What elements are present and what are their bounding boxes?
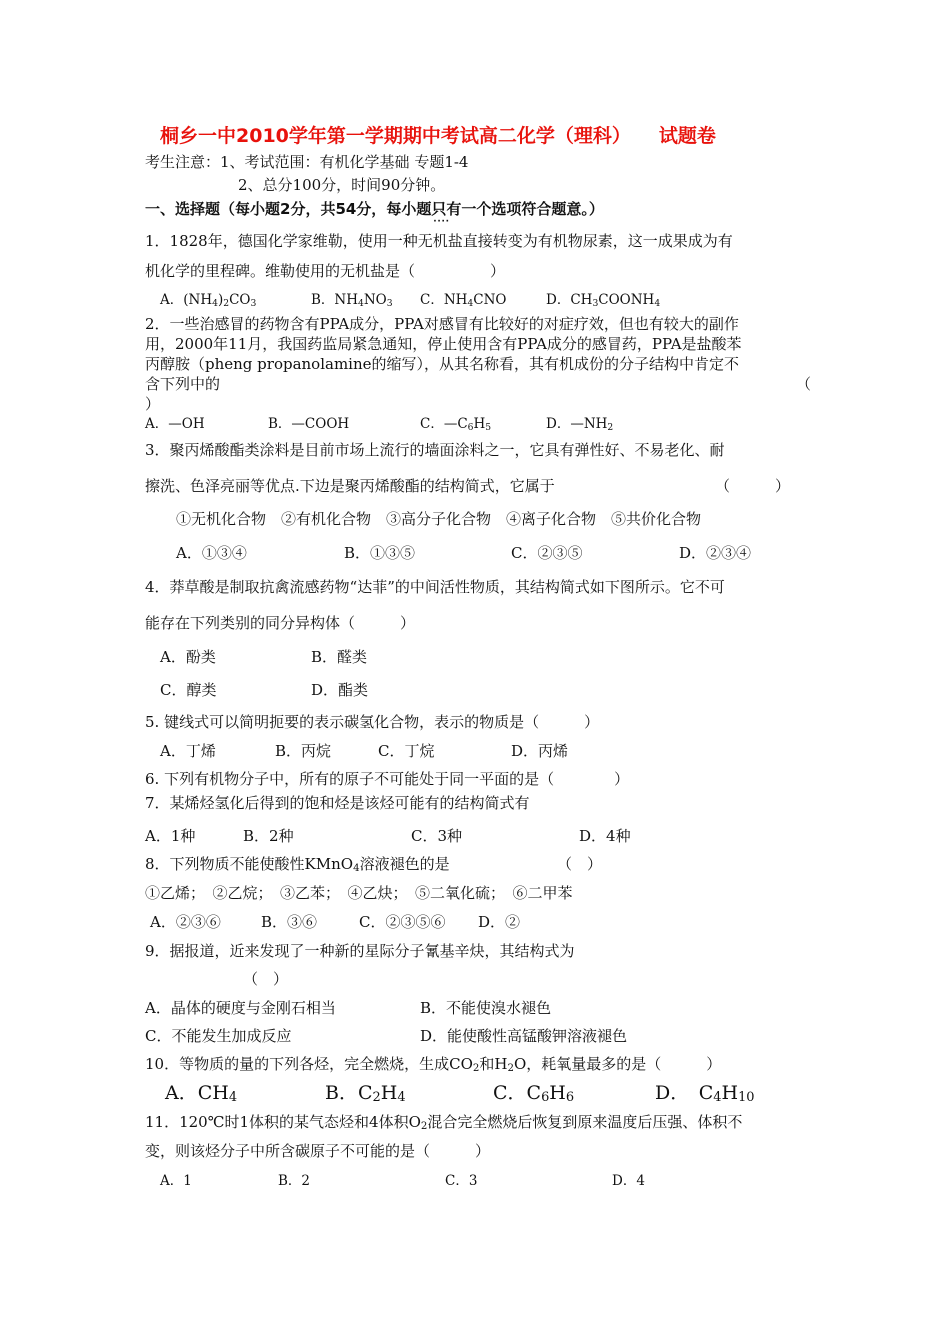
question-9-line-1: 9．据报道，近来发现了一种新的星际分子氰基辛炔，其结构式为 xyxy=(145,942,575,960)
exam-title: 桐乡一中2010学年第一学期期中考试高二化学（理科） 试题卷 xyxy=(160,125,716,147)
exam-note-2: 2、总分100分，时间90分钟。 xyxy=(238,176,446,194)
q11-option-c: C．3 xyxy=(445,1173,478,1189)
question-2-line-4: 含下列中的 xyxy=(145,375,221,393)
section-heading: 一、选择题（每小题2分，共54分，每小题只有一个 ‧ ‧ ‧ ‧选项符合题意。） xyxy=(145,199,604,219)
question-8-answer-paren: （ ） xyxy=(557,855,603,873)
q9-option-c: C．不能发生加成反应 xyxy=(145,1027,292,1045)
q4-option-a: A．酚类 xyxy=(160,648,216,666)
question-1-line-1: 1．1828年，德国化学家维勒，使用一种无机盐直接转变为有机物尿素，这一成果成为有 xyxy=(145,232,733,250)
question-11-line-2: 变，则该烃分子中所含碳原子不可能的是（ ） xyxy=(145,1142,491,1160)
q8-option-b: B．③⑥ xyxy=(261,913,318,931)
q7-option-a: A．1种 xyxy=(145,827,196,845)
q1-option-a: A．$(NH_4)_2CO_3$ xyxy=(160,292,257,309)
q1-option-c: C．$NH_4CNO$ xyxy=(420,292,507,309)
q11-option-b: B．2 xyxy=(278,1173,311,1189)
question-8-line-1: 8．下列物质不能使酸性KMnO$_4$溶液褪色的是 xyxy=(145,855,450,874)
question-2-line-1: 2．一些治感冒的药物含有PPA成分，PPA对感冒有比较好的对症疗效，但也有较大的副作 xyxy=(145,315,739,333)
question-2-line-2: 用，2000年11月，我国药监局紧急通知，停止使用含有PPA成分的感冒药，PPA是盐酸苯 xyxy=(145,335,742,353)
q5-option-a: A．丁烯 xyxy=(160,742,216,760)
q9-option-b: B．不能使溴水褪色 xyxy=(420,999,552,1017)
q8-option-c: C．②③⑤⑥ xyxy=(359,913,446,931)
question-3-answer-paren: （ ） xyxy=(715,477,791,495)
question-2-line-3: 丙醇胺（pheng propanolamine的缩写），从其名称看，其有机成份的分子结构中肯定不 xyxy=(145,355,740,373)
q11-option-a: A．1 xyxy=(160,1173,192,1189)
q10-option-a: A．$CH_4$ xyxy=(165,1082,238,1105)
question-4-line-2: 能存在下列类别的同分异构体（ ） xyxy=(145,614,416,632)
question-5-line-1: 5. 键线式可以简明扼要的表示碳氢化合物，表示的物质是（ ） xyxy=(145,713,600,731)
q10-option-c: C．$C_6H_6$ xyxy=(493,1082,575,1105)
question-1-line-2: 机化学的里程碑。维勒使用的无机盐是（ ） xyxy=(145,262,506,280)
q1-option-b: B．$NH_4NO_3$ xyxy=(311,292,393,309)
q3-option-d: D．②③④ xyxy=(679,544,752,562)
question-2-paren-open: （ xyxy=(796,375,812,393)
q7-option-b: B．2种 xyxy=(243,827,294,845)
question-8-substances: ①乙烯； ②乙烷； ③乙苯； ④乙炔； ⑤二氧化硫； ⑥二甲苯 xyxy=(145,884,573,902)
q10-option-b: B．$C_2H_4$ xyxy=(325,1082,406,1105)
q11-option-d: D．4 xyxy=(612,1173,645,1189)
question-9-answer-paren: （ ） xyxy=(243,970,289,988)
q7-option-d: D．4种 xyxy=(579,827,631,845)
question-2-paren-close: ） xyxy=(145,395,161,413)
q3-option-b: B．①③⑤ xyxy=(344,544,416,562)
question-3-categories: ①无机化合物 ②有机化合物 ③高分子化合物 ④离子化合物 ⑤共价化合物 xyxy=(176,510,702,528)
q4-option-c: C．醇类 xyxy=(160,681,217,699)
q8-option-d: D．② xyxy=(478,913,521,931)
question-10-line-1: 10．等物质的量的下列各烃，完全燃烧，生成$CO_2$和$H_2O$，耗氧量最多的是（ ） xyxy=(145,1055,722,1074)
q3-option-c: C．②③⑤ xyxy=(511,544,583,562)
q2-option-a: A．—OH xyxy=(145,416,205,432)
q4-option-b: B．醛类 xyxy=(311,648,368,666)
q5-option-b: B．丙烷 xyxy=(275,742,332,760)
question-3-line-1: 3．聚丙烯酸酯类涂料是目前市场上流行的墙面涂料之一，它具有弹性好、不易老化、耐 xyxy=(145,441,725,459)
exam-note-1: 考生注意：1、考试范围：有机化学基础 专题1-4 xyxy=(145,153,469,171)
question-11-line-1: 11．120℃时1体积的某气态烃和4体积$O_2$混合完全燃烧后恢复到原来温度后压强、体积不 xyxy=(145,1113,743,1132)
question-7-line-1: 7．某烯烃氢化后得到的饱和烃是该烃可能有的结构简式有 xyxy=(145,794,530,812)
q7-option-c: C．3种 xyxy=(411,827,463,845)
question-3-line-2: 擦洗、色泽亮丽等优点.下边是聚丙烯酸酯的结构简式，它属于 xyxy=(145,477,555,495)
q3-option-a: A．①③④ xyxy=(176,544,247,562)
q4-option-d: D．酯类 xyxy=(311,681,369,699)
question-6-line-1: 6. 下列有机物分子中，所有的原子不可能处于同一平面的是（ ） xyxy=(145,770,630,788)
q9-option-d: D．能使酸性高锰酸钾溶液褪色 xyxy=(420,1027,628,1045)
q2-option-b: B．—COOH xyxy=(268,416,350,432)
q10-option-d: D． $C_4H_{10}$ xyxy=(655,1082,755,1105)
q2-option-d: D．$—NH_2$ xyxy=(546,416,614,433)
q9-option-a: A．晶体的硬度与金刚石相当 xyxy=(145,999,336,1017)
q5-option-c: C．丁烷 xyxy=(378,742,435,760)
q5-option-d: D．丙烯 xyxy=(511,742,569,760)
q1-option-d: D．$CH_3COONH_4$ xyxy=(546,292,661,309)
q2-option-c: C．$—C_6H_5$ xyxy=(420,416,492,433)
q8-option-a: A．②③⑥ xyxy=(150,913,221,931)
emphasis-text: 只有一个 ‧ ‧ ‧ ‧ xyxy=(431,200,491,218)
question-4-line-1: 4．莽草酸是制取抗禽流感药物“达菲”的中间活性物质，其结构简式如下图所示。它不可 xyxy=(145,578,725,596)
